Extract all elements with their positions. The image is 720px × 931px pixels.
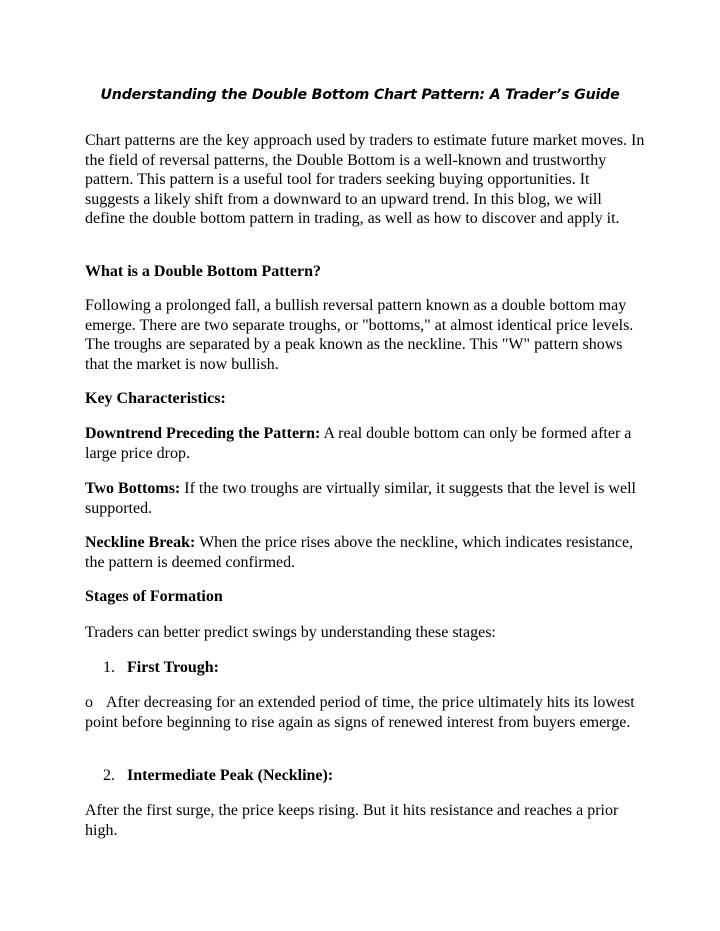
characteristic-label: Neckline Break: bbox=[85, 534, 196, 551]
characteristic-text: If the two troughs are virtually similar, it suggests that the level is well supported. bbox=[85, 480, 636, 517]
characteristic-label: Two Bottoms: bbox=[85, 480, 181, 497]
stage-1-heading bbox=[103, 658, 219, 678]
section-heading-what-is: What is a Double Bottom Pattern? bbox=[85, 263, 321, 280]
stage-1-bullet-paragraph bbox=[85, 693, 645, 732]
list-number: 2. bbox=[103, 767, 115, 784]
characteristic-label: Downtrend Preceding the Pattern: bbox=[85, 425, 321, 442]
definition-paragraph: Following a prolonged fall, a bullish reversal pattern known as a double bottom may emerge. There are two separate troughs, or "bottoms," at almost identical price levels. The troughs are separated by a peak known as the neckline. This "W" pattern shows that the market is now bullish. bbox=[85, 297, 634, 373]
characteristic-two-bottoms bbox=[85, 479, 645, 518]
stage-2-heading bbox=[103, 766, 333, 786]
characteristic-downtrend bbox=[85, 424, 645, 463]
stages-intro: Traders can better predict swings by understanding these stages: bbox=[85, 624, 496, 641]
characteristic-neckline-break bbox=[85, 533, 645, 572]
list-number: 1. bbox=[103, 659, 115, 676]
section-heading-key-characteristics: Key Characteristics: bbox=[85, 390, 226, 407]
characteristic-text: When the price rises above the neckline, which indicates resistance, the pattern is deemed confirmed. bbox=[85, 534, 634, 571]
stage-1-text: After decreasing for an extended period of time, the price ultimately hits its lowest point before beginning to rise again as signs of renewed interest from buyers emerge. bbox=[85, 694, 635, 731]
intro-paragraph: Chart patterns are the key approach used by traders to estimate future market moves. In the field of reversal patterns, the Double Bottom is a well-known and trustworthy pattern. This pattern is a useful tool for traders seeking buying opportunities. It suggests a likely shift from a downward to an upward trend. In this blog, we will define the double bottom pattern in trading, as well as how to discover and apply it. bbox=[85, 132, 645, 227]
section-heading-stages: Stages of Formation bbox=[85, 588, 223, 605]
document-title: Understanding the Double Bottom Chart Pattern: A Trader’s Guide bbox=[100, 87, 620, 103]
stage-title: Intermediate Peak (Neckline): bbox=[127, 767, 334, 784]
stage-title: First Trough: bbox=[127, 659, 220, 676]
characteristic-text: A real double bottom can only be formed after a large price drop. bbox=[85, 425, 632, 462]
stage-2-paragraph: After the first surge, the price keeps rising. But it hits resistance and reaches a prior high. bbox=[85, 802, 619, 839]
bullet-icon: o bbox=[85, 694, 93, 711]
